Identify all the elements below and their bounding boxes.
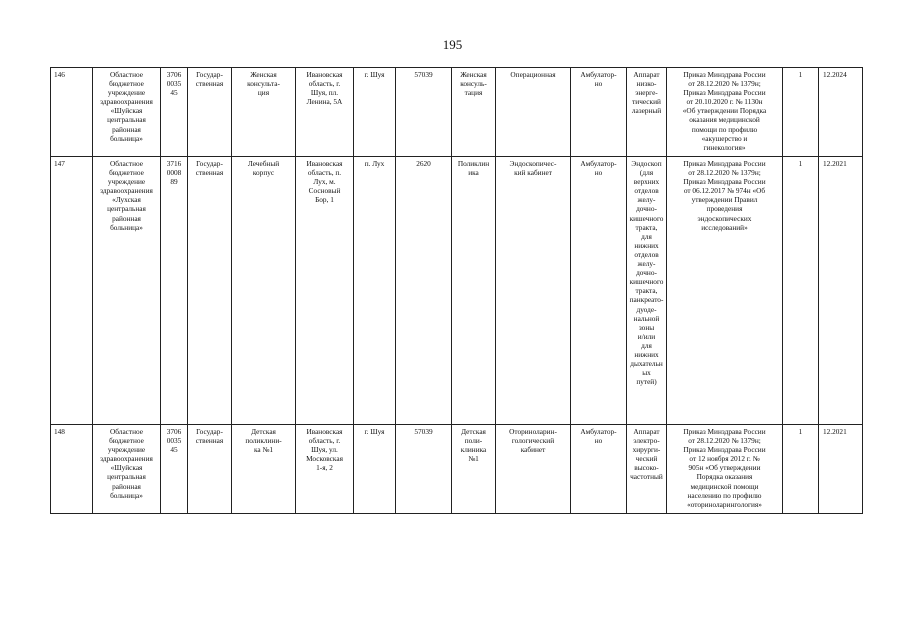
- row-number: 148: [51, 425, 93, 514]
- row-number: 146: [51, 68, 93, 157]
- care-conditions: Амбулатор- но: [571, 425, 627, 514]
- equipment-quantity: 1: [783, 425, 819, 514]
- settlement: г. Шуя: [354, 68, 396, 157]
- ownership-form: Государ- ственная: [188, 157, 232, 425]
- care-conditions: Амбулатор- но: [571, 157, 627, 425]
- building-address: Ивановская область, г. Шуя, ул. Московская 1-я, 2: [296, 425, 354, 514]
- organization-name: Областное бюджетное учреждение здравоохранения «Шуйская центральная районная больница»: [93, 425, 161, 514]
- care-conditions: Амбулатор- но: [571, 68, 627, 157]
- organization-code: 3706 0035 45: [161, 68, 188, 157]
- equipment-name: Эндоскоп (для верхних отделов желу- дочно- кишечного тракта, для нижних отделов желу- дочно- кишечного тракта, панкреато- дуоде- нальной зоны и/или для нижних дыхательных путей): [627, 157, 667, 425]
- delivery-date: 12.2021: [819, 425, 863, 514]
- department: Женская консуль- тация: [452, 68, 496, 157]
- building-address: Ивановская область, г. Шуя, пл. Ленина, 5А: [296, 68, 354, 157]
- equipment-quantity: 1: [783, 68, 819, 157]
- settlement: п. Лух: [354, 157, 396, 425]
- oktmo-code: 57039: [396, 425, 452, 514]
- regulation-order: Приказ Минздрава России от 28.12.2020 № 1379н; Приказ Минздрава России от 06.12.2017 № 974н «Об утверждении Правил проведения эндоскопических исследований»: [667, 157, 783, 425]
- settlement: г. Шуя: [354, 425, 396, 514]
- organization-code: 3716 0008 89: [161, 157, 188, 425]
- building-name: Лечебный корпус: [232, 157, 296, 425]
- equipment-name: Аппарат низко- энерге- тический лазерный: [627, 68, 667, 157]
- room-name: Оториноларин- гологический кабинет: [496, 425, 571, 514]
- row-number: 147: [51, 157, 93, 425]
- oktmo-code: 57039: [396, 68, 452, 157]
- department: Поликлин ика: [452, 157, 496, 425]
- equipment-quantity: 1: [783, 157, 819, 425]
- building-name: Женская консульта- ция: [232, 68, 296, 157]
- room-name: Операционная: [496, 68, 571, 157]
- ownership-form: Государ- ственная: [188, 425, 232, 514]
- organization-name: Областное бюджетное учреждение здравоохранения «Шуйская центральная районная больница»: [93, 68, 161, 157]
- page-number: 195: [442, 37, 463, 52]
- building-name: Детская поликлини- ка №1: [232, 425, 296, 514]
- ownership-form: Государ- ственная: [188, 68, 232, 157]
- organization-name: Областное бюджетное учреждение здравоохранения «Лухская центральная районная больница»: [93, 157, 161, 425]
- table-row: [51, 68, 863, 157]
- delivery-date: 12.2021: [819, 157, 863, 425]
- building-address: Ивановская область, п. Лух, м. Сосновый Бор, 1: [296, 157, 354, 425]
- regulation-order: Приказ Минздрава России от 28.12.2020 № 1379н; Приказ Минздрава России от 20.10.2020 г. № 1130н «Об утверждении Порядка оказания медицинской помощи по профилю «акушерство и гинекология»: [667, 68, 783, 157]
- equipment-table: [50, 67, 863, 514]
- organization-code: 3706 0035 45: [161, 425, 188, 514]
- department: Детская поли- клиника №1: [452, 425, 496, 514]
- table-row: [51, 157, 863, 425]
- equipment-name: Аппарат электро- хирурги- ческий высоко- частотный: [627, 425, 667, 514]
- table-row: [51, 425, 863, 514]
- room-name: Эндоскопичес- кий кабинет: [496, 157, 571, 425]
- regulation-order: Приказ Минздрава России от 28.12.2020 № 1379н; Приказ Минздрава России от 12 ноября 2012 г. № 905н «Об утверждении Порядка оказания медицинской помощи населению по профилю «оториноларингология»: [667, 425, 783, 514]
- oktmo-code: 2620: [396, 157, 452, 425]
- delivery-date: 12.2024: [819, 68, 863, 157]
